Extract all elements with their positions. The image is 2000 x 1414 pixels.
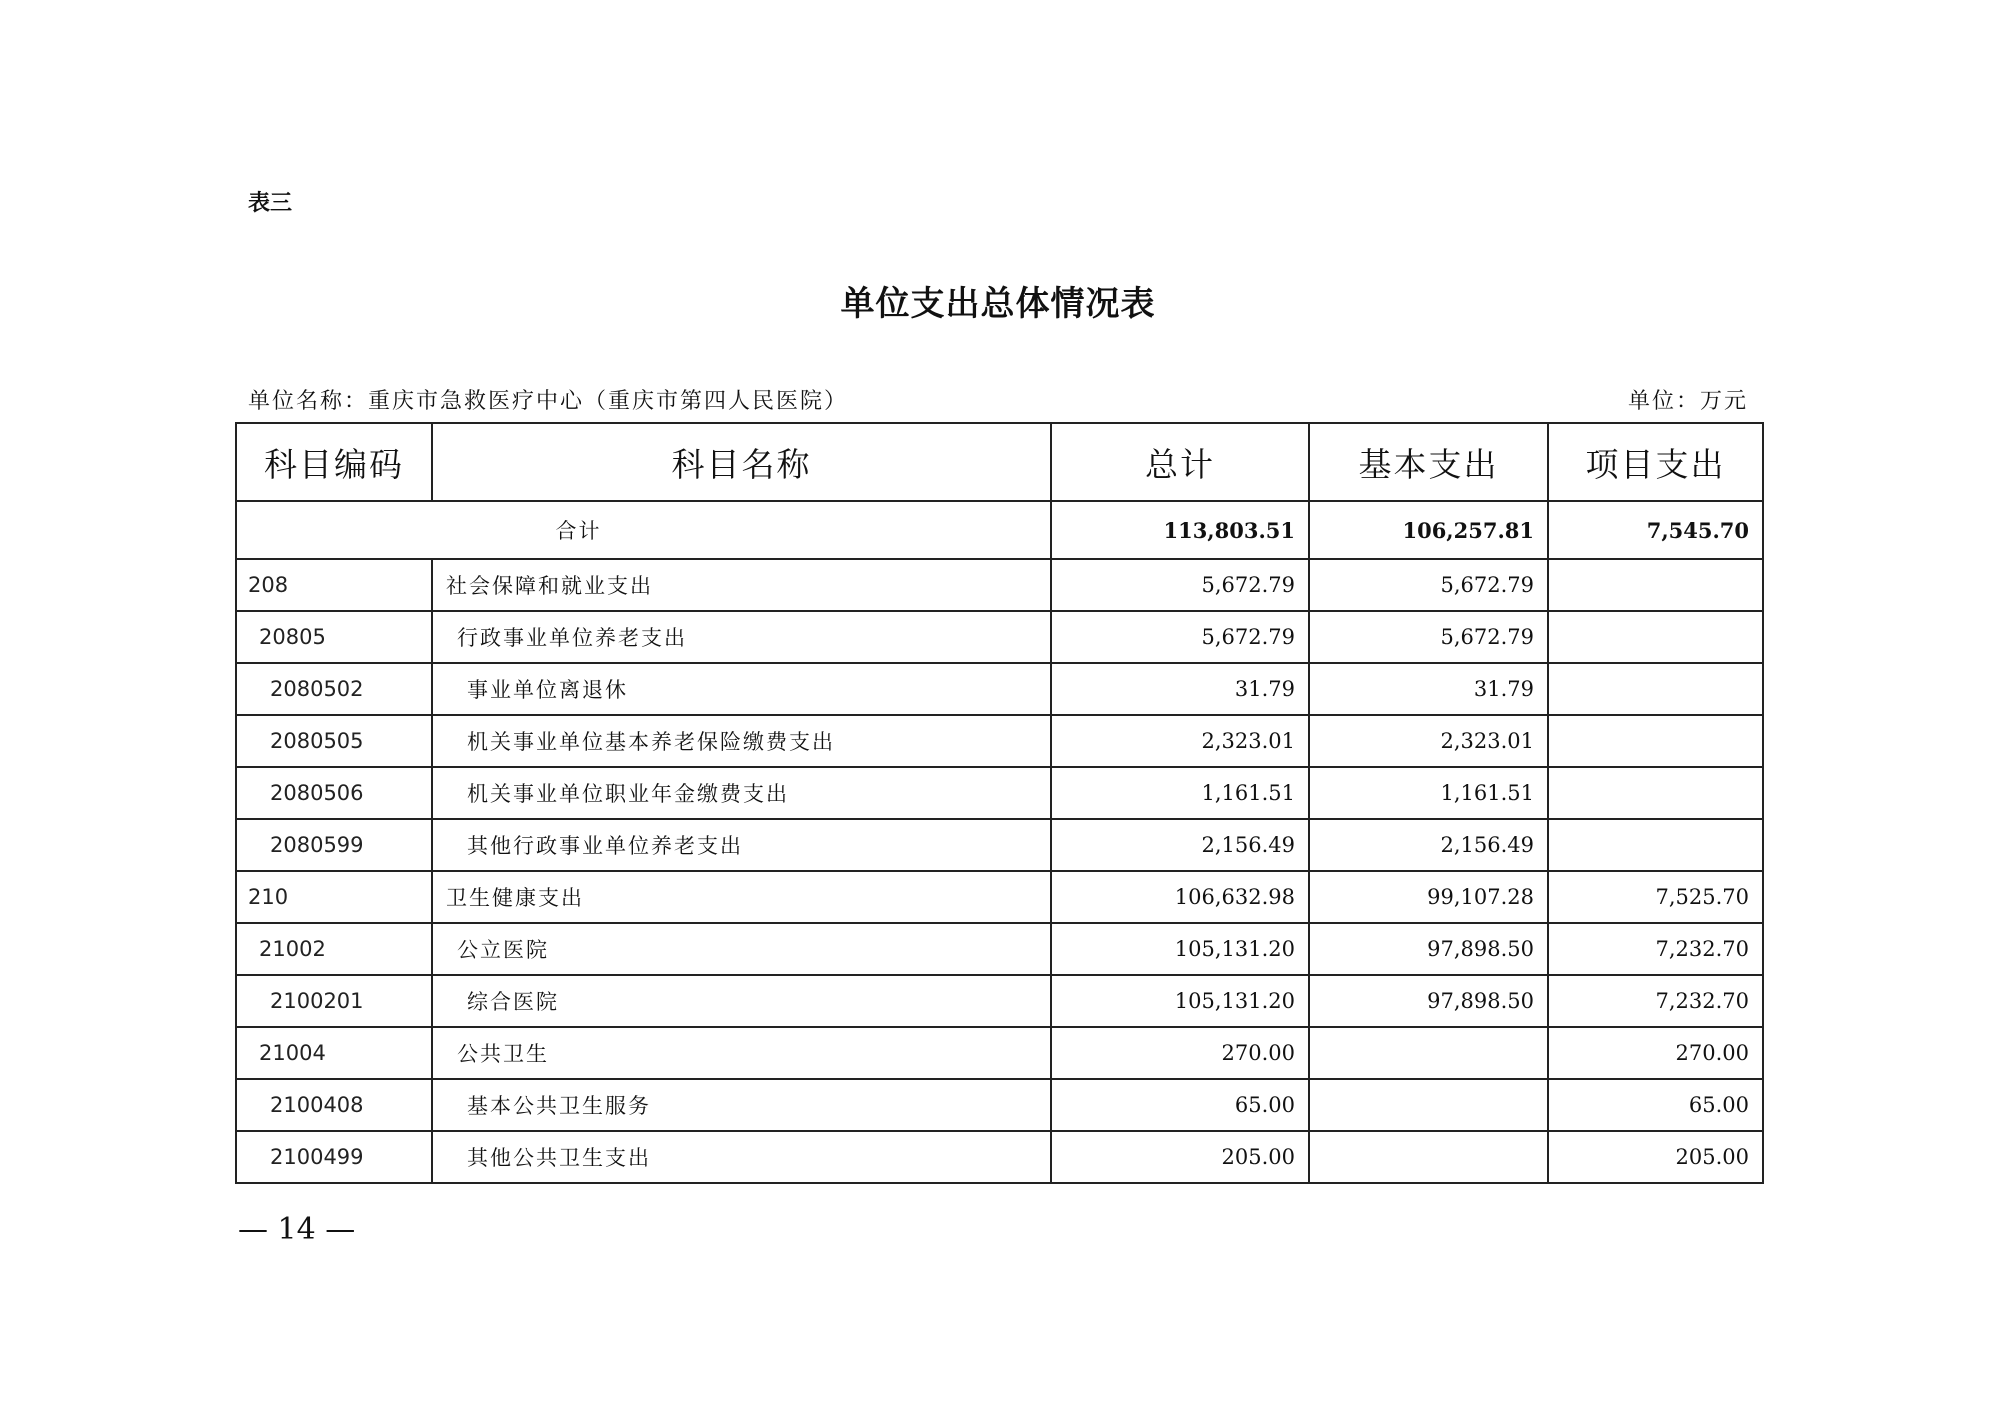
- row-code: 21004: [236, 1027, 432, 1079]
- row-name: 其他行政事业单位养老支出: [432, 819, 1051, 871]
- table-row: [236, 975, 1763, 1027]
- page-number: — 14 —: [238, 1212, 356, 1247]
- row-project: [1548, 663, 1763, 715]
- table-row: [236, 715, 1763, 767]
- row-basic: [1309, 1131, 1548, 1183]
- row-total: 270.00: [1051, 1027, 1309, 1079]
- row-total: 65.00: [1051, 1079, 1309, 1131]
- table-label: 表三: [248, 191, 293, 216]
- row-basic: 5,672.79: [1309, 559, 1548, 611]
- row-total: 2,156.49: [1051, 819, 1309, 871]
- row-code: 2100408: [236, 1079, 432, 1131]
- row-basic: 99,107.28: [1309, 871, 1548, 923]
- row-project: [1548, 819, 1763, 871]
- row-name: 事业单位离退休: [432, 663, 1051, 715]
- row-project: 65.00: [1548, 1079, 1763, 1131]
- row-project: [1548, 767, 1763, 819]
- row-total: 5,672.79: [1051, 559, 1309, 611]
- row-name: 公共卫生: [432, 1027, 1051, 1079]
- row-project: [1548, 715, 1763, 767]
- row-name: 其他公共卫生支出: [432, 1131, 1051, 1183]
- table-row: [236, 871, 1763, 923]
- row-project: 7,232.70: [1548, 923, 1763, 975]
- total-row: [236, 501, 1763, 559]
- row-code: 21002: [236, 923, 432, 975]
- table-row: [236, 767, 1763, 819]
- row-total: 105,131.20: [1051, 923, 1309, 975]
- row-code: 2080599: [236, 819, 432, 871]
- row-basic: 5,672.79: [1309, 611, 1548, 663]
- column-header-total: 总计: [1051, 423, 1309, 501]
- row-code: 210: [236, 871, 432, 923]
- column-header-code: 科目编码: [236, 423, 432, 501]
- row-name: 卫生健康支出: [432, 871, 1051, 923]
- total-basic: 106,257.81: [1309, 501, 1548, 559]
- table-row: [236, 663, 1763, 715]
- row-total: 31.79: [1051, 663, 1309, 715]
- row-basic: 31.79: [1309, 663, 1548, 715]
- row-basic: 1,161.51: [1309, 767, 1548, 819]
- row-total: 1,161.51: [1051, 767, 1309, 819]
- row-project: 270.00: [1548, 1027, 1763, 1079]
- row-basic: 97,898.50: [1309, 975, 1548, 1027]
- row-basic: [1309, 1079, 1548, 1131]
- row-name: 行政事业单位养老支出: [432, 611, 1051, 663]
- row-project: 205.00: [1548, 1131, 1763, 1183]
- row-code: 2080506: [236, 767, 432, 819]
- row-project: [1548, 559, 1763, 611]
- row-code: 2100201: [236, 975, 432, 1027]
- currency-unit-label: 单位：万元: [1627, 389, 1748, 414]
- table-row: [236, 1079, 1763, 1131]
- total-label: 合计: [236, 501, 1051, 559]
- row-name: 基本公共卫生服务: [432, 1079, 1051, 1131]
- table-row: [236, 1131, 1763, 1183]
- table-row: [236, 819, 1763, 871]
- row-name: 机关事业单位基本养老保险缴费支出: [432, 715, 1051, 767]
- row-name: 社会保障和就业支出: [432, 559, 1051, 611]
- row-code: 2100499: [236, 1131, 432, 1183]
- column-header-basic: 基本支出: [1309, 423, 1548, 501]
- row-total: 205.00: [1051, 1131, 1309, 1183]
- row-basic: 97,898.50: [1309, 923, 1548, 975]
- table-row: [236, 559, 1763, 611]
- document-title: 单位支出总体情况表: [840, 284, 1156, 324]
- row-basic: 2,156.49: [1309, 819, 1548, 871]
- total-project: 7,545.70: [1548, 501, 1763, 559]
- row-project: 7,232.70: [1548, 975, 1763, 1027]
- row-total: 106,632.98: [1051, 871, 1309, 923]
- column-header-project: 项目支出: [1548, 423, 1763, 501]
- row-name: 综合医院: [432, 975, 1051, 1027]
- row-project: [1548, 611, 1763, 663]
- row-project: 7,525.70: [1548, 871, 1763, 923]
- row-total: 5,672.79: [1051, 611, 1309, 663]
- row-total: 105,131.20: [1051, 975, 1309, 1027]
- row-name: 公立医院: [432, 923, 1051, 975]
- table-row: [236, 1027, 1763, 1079]
- total-sum: 113,803.51: [1051, 501, 1309, 559]
- column-header-name: 科目名称: [432, 423, 1051, 501]
- table-row: [236, 611, 1763, 663]
- table-header-row: [236, 423, 1763, 501]
- row-code: 208: [236, 559, 432, 611]
- table-row: [236, 923, 1763, 975]
- row-basic: [1309, 1027, 1548, 1079]
- row-code: 2080502: [236, 663, 432, 715]
- row-code: 2080505: [236, 715, 432, 767]
- row-code: 20805: [236, 611, 432, 663]
- expenditure-table: [235, 422, 1764, 1184]
- row-name: 机关事业单位职业年金缴费支出: [432, 767, 1051, 819]
- row-total: 2,323.01: [1051, 715, 1309, 767]
- unit-name: 单位名称：重庆市急救医疗中心（重庆市第四人民医院）: [248, 389, 849, 414]
- row-basic: 2,323.01: [1309, 715, 1548, 767]
